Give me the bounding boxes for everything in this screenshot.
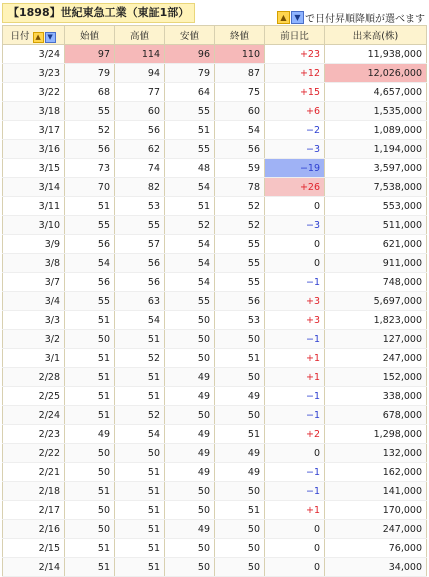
cell-volume: 1,194,000 (325, 140, 427, 159)
cell-open: 50 (65, 463, 115, 482)
cell-date: 2/22 (3, 444, 65, 463)
cell-open: 56 (65, 140, 115, 159)
col-date (3, 26, 65, 45)
cell-high: 62 (115, 140, 165, 159)
col-volume: 出来高(株) (325, 26, 427, 45)
cell-high: 54 (115, 425, 165, 444)
cell-close: 50 (215, 482, 265, 501)
cell-date: 2/15 (3, 539, 65, 558)
cell-high: 51 (115, 520, 165, 539)
cell-open: 51 (65, 558, 115, 577)
cell-high: 56 (115, 121, 165, 140)
cell-volume: 247,000 (325, 520, 427, 539)
cell-low: 50 (165, 501, 215, 520)
cell-low: 49 (165, 368, 215, 387)
table-row (3, 83, 427, 102)
sort-note-text: で日付昇順降順が選べます (305, 14, 425, 25)
cell-close: 50 (215, 368, 265, 387)
col-date-label: 日付 (10, 30, 30, 42)
cell-volume: 11,938,000 (325, 45, 427, 64)
table-row (3, 216, 427, 235)
cell-volume: 748,000 (325, 273, 427, 292)
cell-low: 49 (165, 463, 215, 482)
cell-low: 52 (165, 216, 215, 235)
cell-high: 114 (115, 45, 165, 64)
cell-high: 50 (115, 444, 165, 463)
cell-volume: 1,535,000 (325, 102, 427, 121)
cell-date: 2/18 (3, 482, 65, 501)
cell-high: 51 (115, 463, 165, 482)
cell-high: 53 (115, 197, 165, 216)
cell-low: 55 (165, 292, 215, 311)
table-row (3, 539, 427, 558)
cell-change: −1 (265, 463, 325, 482)
cell-close: 55 (215, 273, 265, 292)
table-row (3, 482, 427, 501)
cell-high: 51 (115, 501, 165, 520)
cell-high: 51 (115, 330, 165, 349)
cell-date: 2/17 (3, 501, 65, 520)
cell-open: 51 (65, 539, 115, 558)
cell-date: 3/22 (3, 83, 65, 102)
cell-volume: 5,697,000 (325, 292, 427, 311)
cell-change: −1 (265, 387, 325, 406)
cell-high: 51 (115, 558, 165, 577)
cell-close: 51 (215, 425, 265, 444)
cell-volume: 7,538,000 (325, 178, 427, 197)
cell-open: 50 (65, 520, 115, 539)
cell-high: 94 (115, 64, 165, 83)
cell-high: 82 (115, 178, 165, 197)
cell-change: −1 (265, 482, 325, 501)
cell-close: 50 (215, 330, 265, 349)
cell-high: 52 (115, 406, 165, 425)
cell-low: 54 (165, 254, 215, 273)
cell-volume: 1,823,000 (325, 311, 427, 330)
table-row (3, 463, 427, 482)
cell-close: 87 (215, 64, 265, 83)
cell-low: 55 (165, 102, 215, 121)
cell-change: 0 (265, 539, 325, 558)
cell-volume: 3,597,000 (325, 159, 427, 178)
down-arrow-icon[interactable]: ▼ (291, 11, 304, 24)
cell-low: 49 (165, 425, 215, 444)
cell-open: 50 (65, 330, 115, 349)
cell-close: 75 (215, 83, 265, 102)
table-row (3, 406, 427, 425)
cell-date: 3/7 (3, 273, 65, 292)
table-row (3, 140, 427, 159)
cell-high: 51 (115, 387, 165, 406)
cell-low: 49 (165, 387, 215, 406)
cell-change: +2 (265, 425, 325, 444)
cell-volume: 127,000 (325, 330, 427, 349)
cell-high: 57 (115, 235, 165, 254)
cell-open: 51 (65, 406, 115, 425)
cell-date: 3/1 (3, 349, 65, 368)
cell-open: 56 (65, 235, 115, 254)
cell-change: 0 (265, 444, 325, 463)
cell-low: 54 (165, 273, 215, 292)
cell-high: 60 (115, 102, 165, 121)
cell-low: 51 (165, 197, 215, 216)
cell-close: 55 (215, 254, 265, 273)
cell-change: 0 (265, 254, 325, 273)
cell-close: 56 (215, 292, 265, 311)
cell-volume: 511,000 (325, 216, 427, 235)
cell-change: 0 (265, 235, 325, 254)
cell-low: 64 (165, 83, 215, 102)
cell-open: 68 (65, 83, 115, 102)
table-row (3, 330, 427, 349)
cell-date: 2/25 (3, 387, 65, 406)
cell-date: 3/14 (3, 178, 65, 197)
cell-open: 97 (65, 45, 115, 64)
cell-volume: 1,298,000 (325, 425, 427, 444)
cell-high: 51 (115, 482, 165, 501)
table-row (3, 368, 427, 387)
cell-date: 3/10 (3, 216, 65, 235)
cell-low: 49 (165, 444, 215, 463)
cell-date: 2/14 (3, 558, 65, 577)
cell-open: 51 (65, 482, 115, 501)
cell-date: 2/16 (3, 520, 65, 539)
cell-close: 55 (215, 235, 265, 254)
cell-date: 3/8 (3, 254, 65, 273)
cell-date: 3/11 (3, 197, 65, 216)
cell-volume: 34,000 (325, 558, 427, 577)
col-high: 高値 (115, 26, 165, 45)
cell-low: 55 (165, 140, 215, 159)
cell-date: 3/23 (3, 64, 65, 83)
cell-change: −3 (265, 216, 325, 235)
table-row (3, 254, 427, 273)
cell-low: 96 (165, 45, 215, 64)
cell-change: +23 (265, 45, 325, 64)
cell-open: 52 (65, 121, 115, 140)
cell-low: 48 (165, 159, 215, 178)
table-row (3, 45, 427, 64)
table-row (3, 273, 427, 292)
cell-volume: 4,657,000 (325, 83, 427, 102)
cell-open: 55 (65, 292, 115, 311)
cell-close: 52 (215, 216, 265, 235)
up-arrow-icon[interactable]: ▲ (277, 11, 290, 24)
cell-date: 3/3 (3, 311, 65, 330)
cell-volume: 621,000 (325, 235, 427, 254)
table-row (3, 102, 427, 121)
cell-date: 2/24 (3, 406, 65, 425)
cell-close: 49 (215, 463, 265, 482)
cell-close: 52 (215, 197, 265, 216)
cell-high: 63 (115, 292, 165, 311)
cell-high: 77 (115, 83, 165, 102)
cell-close: 50 (215, 520, 265, 539)
cell-low: 54 (165, 235, 215, 254)
cell-low: 79 (165, 64, 215, 83)
table-row (3, 159, 427, 178)
cell-high: 55 (115, 216, 165, 235)
cell-high: 54 (115, 311, 165, 330)
table-row (3, 292, 427, 311)
cell-date: 3/24 (3, 45, 65, 64)
cell-volume: 162,000 (325, 463, 427, 482)
cell-change: −19 (265, 159, 325, 178)
table-row (3, 197, 427, 216)
cell-open: 55 (65, 216, 115, 235)
cell-change: −1 (265, 273, 325, 292)
cell-change: −2 (265, 121, 325, 140)
cell-close: 50 (215, 558, 265, 577)
table-body (3, 45, 427, 577)
cell-date: 2/28 (3, 368, 65, 387)
cell-low: 50 (165, 330, 215, 349)
cell-volume: 12,026,000 (325, 64, 427, 83)
cell-low: 50 (165, 349, 215, 368)
cell-change: +1 (265, 349, 325, 368)
cell-close: 51 (215, 501, 265, 520)
cell-open: 54 (65, 254, 115, 273)
cell-low: 54 (165, 178, 215, 197)
cell-close: 56 (215, 140, 265, 159)
cell-low: 50 (165, 311, 215, 330)
cell-date: 2/23 (3, 425, 65, 444)
table-row (3, 121, 427, 140)
cell-change: 0 (265, 197, 325, 216)
cell-open: 51 (65, 349, 115, 368)
cell-date: 3/17 (3, 121, 65, 140)
cell-volume: 1,089,000 (325, 121, 427, 140)
cell-close: 51 (215, 349, 265, 368)
cell-volume: 76,000 (325, 539, 427, 558)
cell-volume: 247,000 (325, 349, 427, 368)
cell-close: 60 (215, 102, 265, 121)
cell-volume: 911,000 (325, 254, 427, 273)
cell-change: −1 (265, 330, 325, 349)
cell-change: +6 (265, 102, 325, 121)
cell-high: 51 (115, 539, 165, 558)
cell-change: +1 (265, 368, 325, 387)
cell-high: 52 (115, 349, 165, 368)
cell-open: 51 (65, 311, 115, 330)
cell-volume: 141,000 (325, 482, 427, 501)
table-row (3, 444, 427, 463)
cell-change: −1 (265, 406, 325, 425)
cell-open: 49 (65, 425, 115, 444)
cell-close: 110 (215, 45, 265, 64)
sort-desc-icon[interactable]: ▼ (45, 32, 56, 43)
price-history-table (2, 25, 427, 577)
cell-change: +15 (265, 83, 325, 102)
cell-low: 50 (165, 539, 215, 558)
cell-open: 50 (65, 501, 115, 520)
cell-high: 51 (115, 368, 165, 387)
cell-close: 59 (215, 159, 265, 178)
cell-date: 3/4 (3, 292, 65, 311)
cell-volume: 553,000 (325, 197, 427, 216)
cell-close: 50 (215, 539, 265, 558)
cell-date: 3/18 (3, 102, 65, 121)
cell-low: 51 (165, 121, 215, 140)
cell-open: 50 (65, 444, 115, 463)
cell-low: 49 (165, 520, 215, 539)
cell-low: 50 (165, 406, 215, 425)
table-row (3, 178, 427, 197)
cell-change: +3 (265, 292, 325, 311)
cell-volume: 338,000 (325, 387, 427, 406)
cell-open: 55 (65, 102, 115, 121)
cell-date: 3/15 (3, 159, 65, 178)
table-row (3, 425, 427, 444)
table-row (3, 311, 427, 330)
cell-date: 2/21 (3, 463, 65, 482)
table-row (3, 235, 427, 254)
cell-open: 73 (65, 159, 115, 178)
col-close: 終値 (215, 26, 265, 45)
table-row (3, 64, 427, 83)
cell-change: +26 (265, 178, 325, 197)
cell-close: 53 (215, 311, 265, 330)
cell-low: 50 (165, 482, 215, 501)
cell-volume: 170,000 (325, 501, 427, 520)
cell-close: 49 (215, 387, 265, 406)
cell-high: 56 (115, 273, 165, 292)
cell-date: 3/16 (3, 140, 65, 159)
cell-open: 51 (65, 368, 115, 387)
cell-date: 3/9 (3, 235, 65, 254)
table-row (3, 520, 427, 539)
cell-high: 56 (115, 254, 165, 273)
cell-open: 56 (65, 273, 115, 292)
cell-close: 78 (215, 178, 265, 197)
cell-change: −3 (265, 140, 325, 159)
table-header-row (3, 26, 427, 45)
table-row (3, 501, 427, 520)
cell-open: 79 (65, 64, 115, 83)
col-change: 前日比 (265, 26, 325, 45)
cell-volume: 678,000 (325, 406, 427, 425)
cell-change: +12 (265, 64, 325, 83)
cell-change: 0 (265, 520, 325, 539)
cell-change: 0 (265, 558, 325, 577)
cell-close: 50 (215, 406, 265, 425)
cell-volume: 152,000 (325, 368, 427, 387)
cell-volume: 132,000 (325, 444, 427, 463)
cell-low: 50 (165, 558, 215, 577)
cell-change: +3 (265, 311, 325, 330)
col-low: 安値 (165, 26, 215, 45)
cell-open: 51 (65, 387, 115, 406)
cell-close: 49 (215, 444, 265, 463)
cell-change: +1 (265, 501, 325, 520)
cell-open: 51 (65, 197, 115, 216)
sort-note (277, 10, 425, 25)
cell-close: 54 (215, 121, 265, 140)
page-title: 【1898】世紀東急工業（東証1部） (2, 3, 195, 23)
sort-asc-icon[interactable]: ▲ (33, 32, 44, 43)
cell-date: 3/2 (3, 330, 65, 349)
cell-open: 70 (65, 178, 115, 197)
col-open: 始値 (65, 26, 115, 45)
table-row (3, 387, 427, 406)
table-row (3, 558, 427, 577)
cell-high: 74 (115, 159, 165, 178)
table-row (3, 349, 427, 368)
